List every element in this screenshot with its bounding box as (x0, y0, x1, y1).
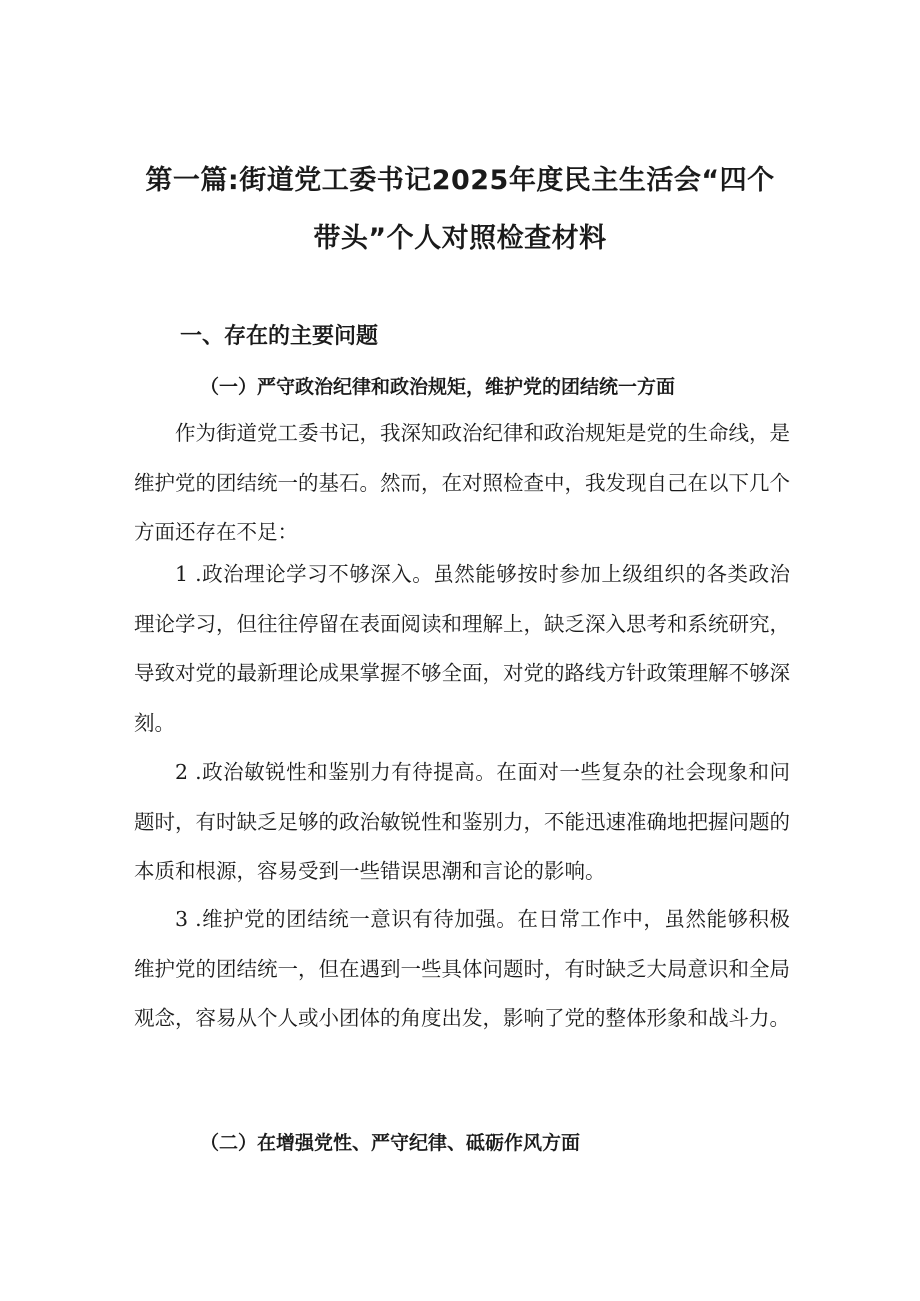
document-title-line-1: 第一篇:街道党工委书记2025年度民主生活会“四个 (145, 165, 775, 196)
intro-paragraph: 作为街道党工委书记，我深知政治纪律和政治规矩是党的生命线，是维护党的团结统一的基石。然而，在对照检查中，我发现自己在以下几个方面还存在不足： (134, 421, 790, 544)
section-heading-problems: 一、存在的主要问题 (180, 324, 379, 349)
subsection-heading-political-discipline: （一）严守政治纪律和政治规矩，维护党的团结统一方面 (200, 376, 676, 398)
list-item: 1 .政治理论学习不够深入。虽然能够按时参加上级组织的各类政治理论学习，但往往停留在表面阅读和理解上，缺乏深入思考和系统研究，导致对党的最新理论成果掌握不够全面，对党的路线方针政策理解不够深刻。 (134, 562, 790, 735)
list-item: 2 .政治敏锐性和鉴别力有待提高。在面对一些复杂的社会现象和问题时，有时缺乏足够的政治敏锐性和鉴别力，不能迅速准确地把握问题的本质和根源，容易受到一些错误思潮和言论的影响。 (134, 760, 790, 883)
list-item: 3 .维护党的团结统一意识有待加强。在日常工作中，虽然能够积极维护党的团结统一，但在遇到一些具体问题时，有时缺乏大局意识和全局观念，容易从个人或小团体的角度出发，影响了党的整体形象和战斗力。 (134, 907, 790, 1030)
subsection-heading-party-spirit: （二）在增强党性、严守纪律、砥砺作风方面 (200, 1132, 581, 1154)
document-title-line-2: 带头”个人对照检查材料 (313, 223, 607, 254)
